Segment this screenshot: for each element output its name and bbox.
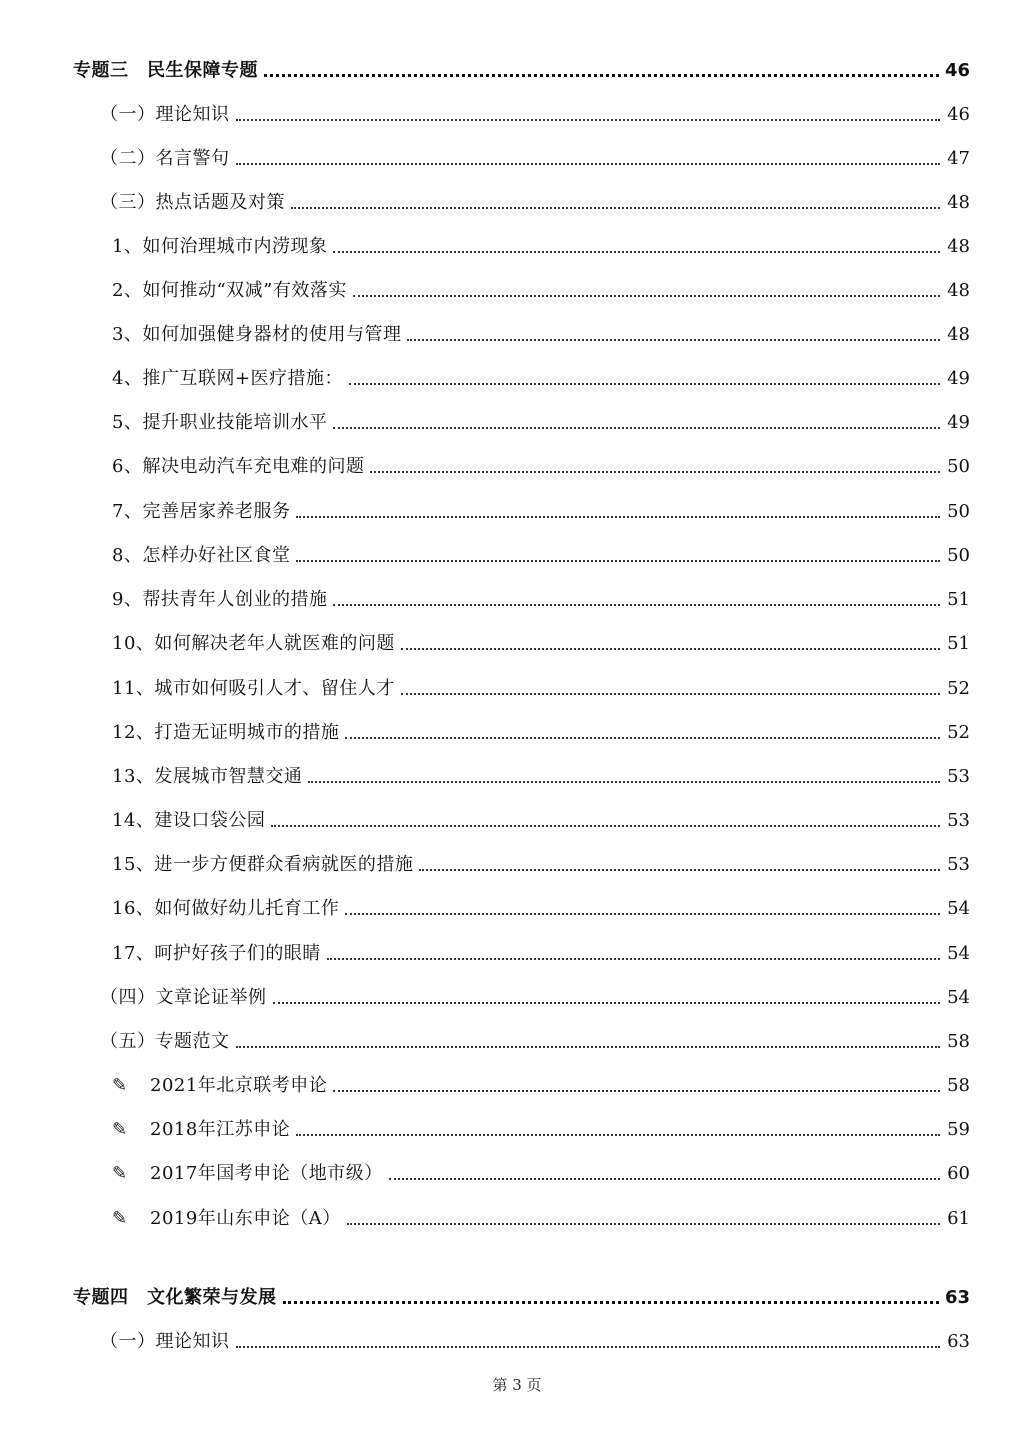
pencil-icon: ✎ (112, 1163, 128, 1184)
dot-leader (291, 207, 940, 209)
pencil-icon: ✎ (112, 1208, 128, 1229)
toc-entry-label (112, 1119, 290, 1141)
toc-entry-label: 6、解决电动汽车充电难的问题 (112, 456, 365, 477)
dot-leader (419, 869, 940, 871)
toc-chapter-row[interactable] (73, 1279, 970, 1309)
toc-page-number: 46 (947, 104, 970, 125)
toc-page-number: 48 (947, 324, 970, 345)
toc-page-number: 63 (944, 1287, 970, 1308)
toc-entry-label: 16、如何做好幼儿托育工作 (112, 898, 340, 919)
toc-row[interactable] (100, 1323, 970, 1353)
dot-leader (308, 781, 940, 783)
dot-leader (345, 737, 940, 739)
dot-leader (401, 648, 940, 650)
toc-entry-text: 2018年江苏申论 (150, 1119, 291, 1140)
pencil-icon: ✎ (112, 1119, 128, 1140)
toc-page-number: 50 (947, 545, 970, 566)
toc-page-number: 51 (947, 589, 970, 610)
toc-entry-text: 2017年国考申论（地市级） (150, 1163, 383, 1184)
toc-page-number: 53 (947, 854, 970, 875)
toc-entry-label: 4、推广互联网+医疗措施： (112, 368, 344, 389)
toc-entry-label: （四）文章论证举例 (100, 987, 267, 1008)
toc-row[interactable] (112, 537, 970, 567)
dot-leader (296, 1134, 940, 1136)
dot-leader (370, 471, 940, 473)
toc-entry-label: 12、打造无证明城市的措施 (112, 722, 340, 743)
dot-leader (236, 163, 941, 165)
toc-entry-label: 13、发展城市智慧交通 (112, 766, 303, 787)
toc-entry-label: （五）专题范文 (100, 1031, 230, 1052)
toc-page-number: 50 (947, 501, 970, 522)
dot-leader (271, 825, 940, 827)
toc-row[interactable] (112, 360, 970, 390)
toc-page-number: 52 (947, 722, 970, 743)
toc-page-number: 54 (947, 943, 970, 964)
toc-entry-label: （二）名言警句 (100, 148, 230, 169)
toc-entry-text: 2019年山东申论（A） (150, 1208, 341, 1229)
toc-entry-label (112, 1163, 383, 1185)
toc-entry-label: 专题三 民生保障专题 (73, 60, 258, 81)
dot-leader (283, 1301, 939, 1304)
toc-row[interactable] (112, 625, 970, 655)
dot-leader (264, 74, 939, 77)
toc-row[interactable] (100, 184, 970, 214)
toc-page-number: 51 (947, 633, 970, 654)
toc-page-number: 46 (944, 60, 970, 81)
dot-leader (407, 339, 940, 341)
toc-entry-label: （一）理论知识 (100, 1331, 230, 1352)
toc-entry-label (112, 1075, 327, 1097)
toc-row[interactable] (112, 316, 970, 346)
toc-entry-label: 10、如何解决老年人就医难的问题 (112, 633, 395, 654)
toc-entry-label: （一）理论知识 (100, 104, 230, 125)
toc-row[interactable] (112, 890, 970, 920)
toc-page-number: 63 (947, 1331, 970, 1352)
toc-page-number: 58 (947, 1075, 970, 1096)
toc-row[interactable] (112, 714, 970, 744)
dot-leader (389, 1178, 940, 1180)
toc-entry-label: 7、完善居家养老服务 (112, 501, 291, 522)
toc-row[interactable] (100, 96, 970, 126)
toc-entry-label: 11、城市如何吸引人才、留住人才 (112, 678, 395, 699)
page-number-label: 第 3 页 (492, 1376, 542, 1394)
toc-row[interactable] (112, 272, 970, 302)
toc-page-number: 53 (947, 810, 970, 831)
toc-entry-label: 1、如何治理城市内涝现象 (112, 236, 328, 257)
pencil-icon: ✎ (112, 1075, 128, 1096)
toc-entry-label (112, 1208, 341, 1230)
toc-row[interactable] (100, 1023, 970, 1053)
toc-row[interactable] (112, 1200, 970, 1230)
toc-page-number: 49 (947, 412, 970, 433)
toc-row[interactable] (100, 140, 970, 170)
dot-leader (327, 958, 940, 960)
toc-page-number: 52 (947, 678, 970, 699)
toc-entry-label: 2、如何推动“双减”有效落实 (112, 280, 347, 301)
toc-row[interactable] (112, 670, 970, 700)
toc-page-number: 60 (947, 1163, 970, 1184)
toc-entry-label: 15、进一步方便群众看病就医的措施 (112, 854, 414, 875)
dot-leader (296, 560, 940, 562)
toc-page-number: 54 (947, 987, 970, 1008)
page-footer (0, 1374, 1034, 1395)
toc-chapter-row[interactable] (73, 52, 970, 82)
dot-leader (333, 604, 940, 606)
toc-entry-label: 5、提升职业技能培训水平 (112, 412, 328, 433)
dot-leader (333, 427, 940, 429)
toc-row[interactable] (112, 846, 970, 876)
toc-row[interactable] (112, 493, 970, 523)
dot-leader (333, 1090, 940, 1092)
toc-page-number: 48 (947, 192, 970, 213)
toc-row[interactable] (112, 802, 970, 832)
toc-row[interactable] (112, 935, 970, 965)
toc-row[interactable] (112, 448, 970, 478)
dot-leader (353, 295, 940, 297)
toc-page-number: 48 (947, 236, 970, 257)
dot-leader (333, 251, 940, 253)
toc-page-number: 50 (947, 456, 970, 477)
dot-leader (236, 1046, 941, 1048)
dot-leader (347, 1223, 940, 1225)
dot-leader (236, 119, 941, 121)
toc-row[interactable] (112, 404, 970, 434)
toc-row[interactable] (112, 1067, 970, 1097)
toc-row[interactable] (112, 758, 970, 788)
dot-leader (296, 516, 940, 518)
dot-leader (273, 1002, 941, 1004)
toc-page-number: 59 (947, 1119, 970, 1140)
toc-entry-label: 专题四 文化繁荣与发展 (73, 1287, 277, 1308)
toc-row[interactable] (100, 979, 970, 1009)
toc-row[interactable] (112, 581, 970, 611)
toc-row[interactable] (112, 1111, 970, 1141)
toc-row[interactable] (112, 1155, 970, 1185)
toc-row[interactable] (112, 228, 970, 258)
toc-page-number: 54 (947, 898, 970, 919)
toc-page-number: 58 (947, 1031, 970, 1052)
dot-leader (345, 913, 940, 915)
toc-entry-label: 14、建设口袋公园 (112, 810, 266, 831)
toc-entry-label: （三）热点话题及对策 (100, 192, 285, 213)
toc-page-number: 48 (947, 280, 970, 301)
toc-page-number: 49 (947, 368, 970, 389)
toc-entry-label: 9、帮扶青年人创业的措施 (112, 589, 328, 610)
toc-entry-text: 2021年北京联考申论 (150, 1075, 328, 1096)
toc-entry-label: 8、怎样办好社区食堂 (112, 545, 291, 566)
toc-page-number: 61 (947, 1208, 970, 1229)
dot-leader (236, 1346, 941, 1348)
dot-leader (401, 693, 940, 695)
toc-entry-label: 17、呵护好孩子们的眼睛 (112, 943, 321, 964)
dot-leader (349, 383, 940, 385)
toc-entry-label: 3、如何加强健身器材的使用与管理 (112, 324, 402, 345)
toc-page-number: 53 (947, 766, 970, 787)
toc-page-number: 47 (947, 148, 970, 169)
